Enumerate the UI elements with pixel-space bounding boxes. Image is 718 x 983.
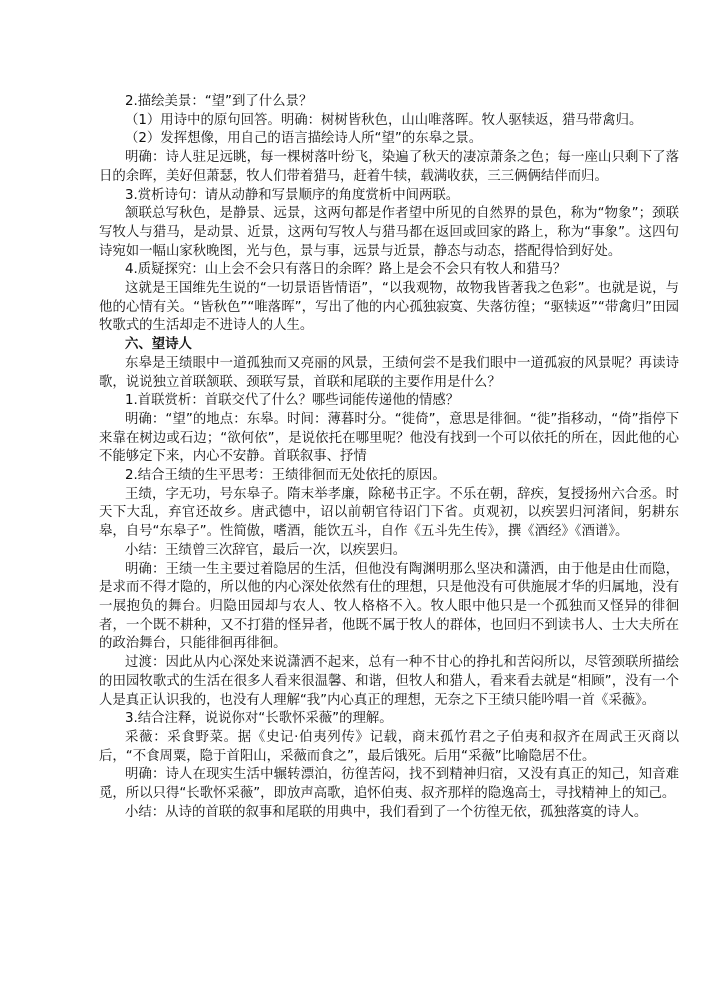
paragraph: 明确：诗人在现实生活中辗转漂泊，彷徨苦闷，找不到精神归宿，又没有真正的知己，知音难觅，所以只得“长歌怀采薇”，即放声高歌，追怀伯夷、叔齐那样的隐逸高士，寻找精神上的知己。 — [99, 767, 679, 802]
section-heading: 2.描绘美景：“望”到了什么景？ — [125, 94, 313, 109]
summary-line: 小结：王绩曾三次辞官，最后一次，以疾罢归。 — [125, 542, 407, 558]
section-heading: 3.赏析诗句：请从动静和写景顺序的角度赏析中间两联。 — [125, 187, 460, 203]
paragraph: 明确：“望”的地点：东皋。时间：薄暮时分。“徙倚”，意思是徘徊。“徙”指移动，“倚”指停下来靠在树边或石边；“欲何依”，是说依托在哪里呢？他没有找到一个可以依托的所在，因此他的心不能够定下来，内心不安静。首联叙事、抒情 — [99, 411, 679, 465]
paragraph: 王绩，字无功，号东皋子。隋末举孝廉，除秘书正字。不乐在朝，辞疾，复授扬州六合丞。时天下大乱，弃官还故乡。唐武德中，诏以前朝官待诏门下省。贞观初，以疾罢归河渚间，躬耕东皋，自号“东皋子”。性简傲，嗜酒，能饮五斗，自作《五斗先生传》，撰《酒经》《酒谱》。 — [99, 486, 679, 540]
section-heading: 1.首联赏析：首联交代了什么？哪些词能传递他的情感？ — [125, 393, 460, 409]
paragraph: 颔联总写秋色，是静景、远景，这两句都是作者望中所见的自然界的景色，称为“物象”；颈联写牧人与猎马，是动景、近景，这两句写牧人与猎马都在返回或回家的路上，称为“事象”。这四句诗宛如一幅山家秋晚图，光与色，景与事，远景与近景，静态与动态，搭配得恰到好处。 — [99, 206, 679, 259]
section-heading: 3.结合注释，说说你对“长歌怀采薇”的理解。 — [125, 711, 393, 727]
section-heading: 2.结合王绩的生平思考：王绩徘徊而无处依托的原因。 — [125, 468, 446, 484]
paragraph: 东皋是王绩眼中一道孤独而又亮丽的风景，王绩何尝不是我们眼中一道孤寂的风景呢？再读诗歌，说说独立首联颔联、颈联写景，首联和尾联的主要作用是什么？ — [99, 355, 679, 390]
paragraph: 过渡：因此从内心深处来说潇洒不起来，总有一种不甘心的挣扎和苦闷所以，尽管颈联所描绘的田园牧歌式的生活在很多人看来很温馨、和谐，但牧人和猎人，看来看去就是“相顾”，没有一个人是真正认识我的，也没有人理解“我”内心真正的理想，无奈之下王绩只能吟唱一首《采薇》。 — [99, 655, 679, 708]
paragraph: 明确：诗人驻足远眺，每一棵树落叶纷飞，染遍了秋天的凄凉萧条之色；每一座山只剩下了落日的余晖，美好但萧瑟，牧人们带着猎马，赶着牛犊，载满收获，三三俩俩结伴而归。 — [99, 150, 679, 184]
paragraph: 采薇：采食野菜。据《史记·伯夷列传》记载，商末孤竹君之子伯夷和叔齐在周武王灭商以后，“不食周粟，隐于首阳山，采薇而食之”，最后饿死。后用“采薇”比喻隐居不仕。 — [99, 729, 679, 764]
section-title: 六、望诗人 — [125, 337, 192, 353]
section-heading: 4.质疑探究：山上会不会只有落日的余晖？路上是会不会只有牧人和猎马？ — [125, 262, 567, 278]
document-page — [99, 93, 679, 822]
summary-line: 小结：从诗的首联的叙事和尾联的用典中，我们看到了一个彷徨无依，孤独落寞的诗人。 — [125, 804, 648, 820]
paragraph: 这就是王国维先生说的“一切景语皆情语”，“以我观物，故物我皆著我之色彩”。也就是说，与他的心情有关。“皆秋色”“唯落晖”，写出了他的内心孤独寂寞、失落彷徨；“驱犊返”“带禽归”田园牧歌式的生活却走不进诗人的人生。 — [99, 281, 679, 334]
paragraph: 明确：王绩一生主要过着隐居的生活，但他没有陶渊明那么坚决和潇洒，由于他是由仕而隐，是求而不得才隐的，所以他的内心深处依然有仕的理想，只是他没有可供施展才华的归属地，没有一展抱负的舞台。归隐田园却与农人、牧人格格不入。牧人眼中他只是一个孤独而又怪异的徘徊者，一个既不耕种，又不打猎的怪异者，他既不属于牧人的群体，也回归不到读书人、士大夫所在的政治舞台，只能徘徊再徘徊。 — [99, 561, 679, 652]
paragraph: （1）用诗中的原句回答。明确：树树皆秋色，山山唯落晖。牧人驱犊返，猎马带禽归。 — [125, 112, 643, 128]
paragraph: （2）发挥想像，用自己的语言描绘诗人所“望”的东皋之景。 — [125, 131, 483, 147]
